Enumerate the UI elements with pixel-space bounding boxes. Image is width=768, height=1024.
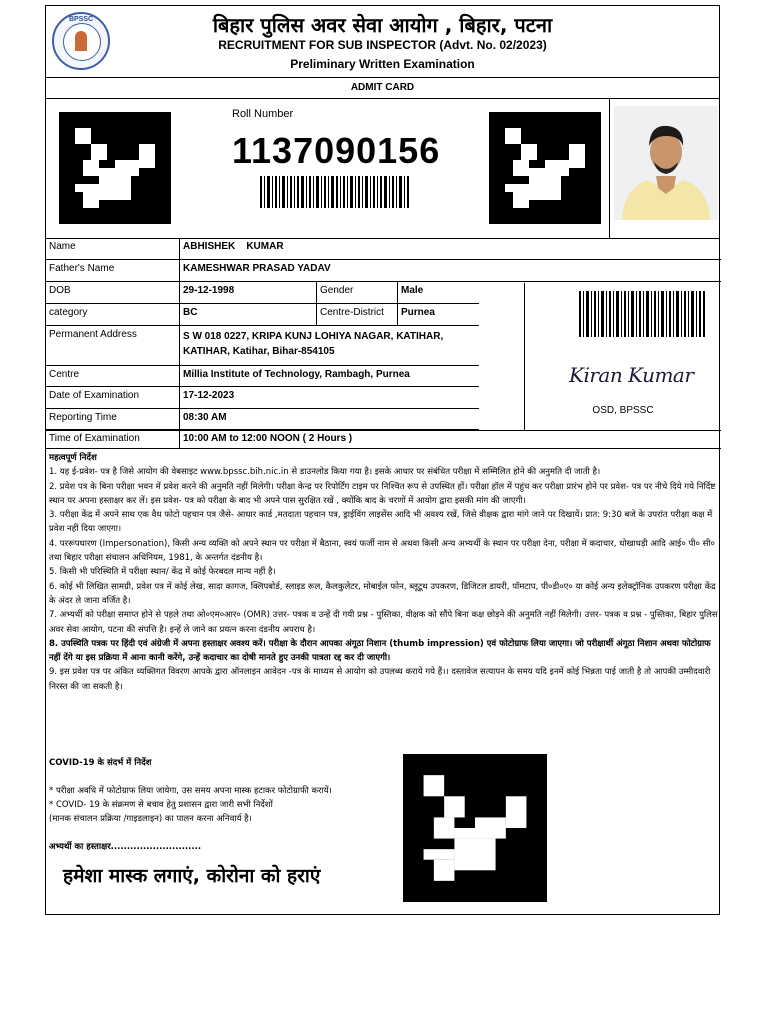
instruction-item: 1. यह ई-प्रवेश- पत्र है जिसे आयोग की वेबसाइट www.bpssc.bih.nic.in से डाउनलोड किया गया है। इसके आधार पर संबंधित परीक्षा में सम्मिलित होने की अनुमति दी जाती है। (49, 467, 601, 478)
centre-label: Centre (49, 369, 80, 380)
covid-line: * परीक्षा अवधि में फोटोग्राफ लिया जायेगा, उस समय अपना मास्क हटाकर फोटोग्राफी करायें। (49, 786, 332, 796)
row-name (46, 238, 721, 260)
candidate-photo (609, 98, 721, 238)
qr-code-icon (59, 112, 171, 224)
address-value: S W 018 0227, KRIPA KUNJ LOHIYA NAGAR, KATIHAR, KATIHAR, Katihar, Bihar-854105 (179, 326, 479, 365)
covid-section (49, 756, 429, 854)
instruction-item: 7. अभ्यर्थी को परीक्षा समाप्त होने से पहले तथा ओ०एम०आर० (OMR) उत्तर- पत्रक व उन्हें दी गयी प्रश्न - पुस्तिका, वीक्षक को सौंपे बिना कक्ष छोड़ने की अनुमति नहीं मिलेगी। उत्तर- पत्रक व प्रश्न - पुस्तिका, बिहार पुलिस अवर सेवा आयोग, पटना की संपत्ति है। इन्हें ले जाने का प्रयत्न करना दंडनीय अपराध है। (49, 610, 718, 635)
dob-value: 29-12-1998 (179, 282, 316, 303)
instruction-item: 6. कोई भी लिखित सामग्री, प्रवेश पत्र में कोई लेख, सादा कागज, क्लिपबोर्ड, स्लाइड रूल, कैलकुलेटर, मोबाईल फोन, ब्लूटूथ उपकरण, डिजिटल डायरी, पॉमटाप, पी०डी०ए० या कोई अन्य इलेक्ट्रॉनिक उपकरण परीक्षा केंद्र के अंदर ले जाना वर्जित है। (49, 581, 716, 606)
covid-line: (मानक संचालन प्रक्रिया /गाइडलाइन) का पालन करना अनिवार्य है। (49, 814, 252, 824)
gender-value: Male (397, 282, 479, 303)
officer-designation: OSD, BPSSC (592, 405, 654, 416)
category-value: BC (179, 304, 316, 325)
admit-card-title: ADMIT CARD (46, 77, 719, 99)
district-value: Purnea (397, 304, 479, 325)
logo-text: BPSSC (68, 16, 94, 23)
father-value: KAMESHWAR PRASAD YADAV (179, 260, 721, 281)
covid-title: COVID-19 के संदर्भ में निर्देश (49, 758, 152, 768)
category-label: category (49, 307, 88, 318)
officer-signature: Kiran Kumar (569, 363, 694, 387)
roll-number: 1137090156 (232, 130, 441, 171)
row-exam-time (46, 430, 721, 449)
reporting-label: Reporting Time (49, 412, 117, 423)
centre-value: Millia Institute of Technology, Rambagh, Purnea (179, 366, 479, 386)
name-label: Name (49, 241, 76, 252)
district-label: Centre-District (316, 304, 397, 325)
row-father (46, 260, 721, 282)
row-reporting (46, 409, 479, 430)
row-exam-date (46, 387, 479, 409)
exam-title: Preliminary Written Examination (290, 57, 475, 71)
roll-barcode-icon (260, 176, 410, 213)
qr-code-icon (489, 112, 601, 224)
gender-label: Gender (316, 282, 397, 303)
instruction-item: 4. पररूपधारण (Impersonation), किसी अन्य व्यक्ति को अपने स्थान पर परीक्षा में बैठाना, स्वयं फर्जी नाम से अथवा किसी अन्य अभ्यर्थी के स्थान पर परीक्षा देना, परीक्षा में कदाचार, धोखाधड़ी आदि आई० पी० सी० तथा बिहार परीक्षा संचालन अधिनियम, 1981, के अन्तर्गत दंडनीय है। (49, 538, 715, 564)
row-dob (46, 282, 479, 304)
candidate-sign-label: अभ्यर्थी का हस्ताक्षर............................ (49, 842, 202, 852)
exam-date-value: 17-12-2023 (179, 387, 479, 408)
name-value: ABHISHEK KUMAR (179, 238, 721, 259)
instruction-item: 8. उपस्थिति पत्रक पर हिंदी एवं अंग्रेजी में अपना हस्ताक्षर अवश्य करें। परीक्षा के दौरान आपका अंगूठा निशान (thumb impression) एवं फोटोग्राफ लिया जाएगा। जो परीक्षार्थी अंगूठा निशान अथवा फोटोग्राफ नहीं देंगे या इस प्रक्रिया में आना कानी करेंगे, उन्हें कदाचार का दोषी मानते हुए उनकी पात्रता रद्द कर दी जाएगी। (49, 638, 711, 664)
covid-line: * COVID- 19 के संक्रमण से बचाव हेतु प्रशासन द्वारा जारी सभी निर्देशों (49, 800, 273, 810)
address-label: Permanent Address (49, 329, 137, 340)
instruction-item: 3. परीक्षा केंद्र में अपने साथ एक वैध फोटो पहचान पत्र जैसे- आधार कार्ड ,मतदाता पहचान पत्र, ड्राईविंग लाइसेंस आदि भी अवश्य रखें, जिसे वीक्षक द्वारा मांगे जाने पर दिखायें। प्रात: 9:30 बजे के उपरांत परीक्षा कक्ष में प्रवेश नहीं दिया जाएगा। (49, 510, 713, 535)
reporting-value: 08:30 AM (179, 409, 479, 429)
barcode-icon (579, 291, 707, 342)
instruction-item: 2. प्रवेश पत्र के बिना परीक्षा भवन में प्रवेश करने की अनुमति नहीं मिलेगी। परीक्षा केन्द्र पर रिपोर्टिंग टाइम पर निश्चित रूप से उपस्थित हों। परीक्षा हॉल में पहुंच कर परीक्षा प्रारंभ होने पर प्रवेश- पत्र पर नीचे दिये गये निर्दिष्ट स्थान पर अपना हस्ताक्षर कर लें। इस प्रवेश- पत्र को परीक्षा के बाद भी अपने पास सुरक्षित रखें , क्योंकि बाद के चरणों में आयोग द्वारा इसकी मांग की जाएगी। (49, 481, 716, 506)
header (46, 6, 719, 78)
instructions (46, 449, 721, 749)
exam-date-label: Date of Examination (49, 390, 140, 401)
header-title: बिहार पुलिस अवर सेवा आयोग , बिहार, पटना (212, 13, 553, 37)
father-label: Father's Name (49, 263, 115, 274)
admit-card-page (45, 5, 720, 915)
roll-number-label: Roll Number (232, 108, 294, 120)
dob-label: DOB (49, 285, 71, 296)
row-centre (46, 366, 479, 387)
row-category (46, 304, 479, 326)
qr-code-icon (403, 754, 547, 902)
exam-time-label: Time of Examination (49, 433, 140, 444)
exam-time-value: 10:00 AM to 12:00 NOON ( 2 Hours ) (179, 431, 721, 448)
recruitment-title: RECRUITMENT FOR SUB INSPECTOR (Advt. No. 02/2023) (218, 38, 547, 52)
instruction-item: 9. इस प्रवेश पत्र पर अंकित व्यक्तिगत विवरण आपके द्वारा ऑनलाइन आवेदन -पत्र के माध्यम से आयोग को उपलब्ध कराये गये हैं।। दस्तावेज सत्यापन के समय यदि इनमें कोई भिन्नता पाई जाती है तो आपकी उम्मीदवारी निरस्त की जा सकती है। (49, 667, 711, 692)
row-address (46, 326, 479, 366)
instructions-title: महत्वपूर्ण निर्देश (49, 453, 97, 463)
signature-area (524, 283, 721, 430)
instruction-item: 5. किसी भी परिस्थिति में परीक्षा स्थान/ केंद्र में कोई फेरबदल मान्य नहीं है। (49, 567, 276, 578)
slogan: हमेशा मास्क लगाएं, कोरोना को हराएं (63, 865, 321, 887)
